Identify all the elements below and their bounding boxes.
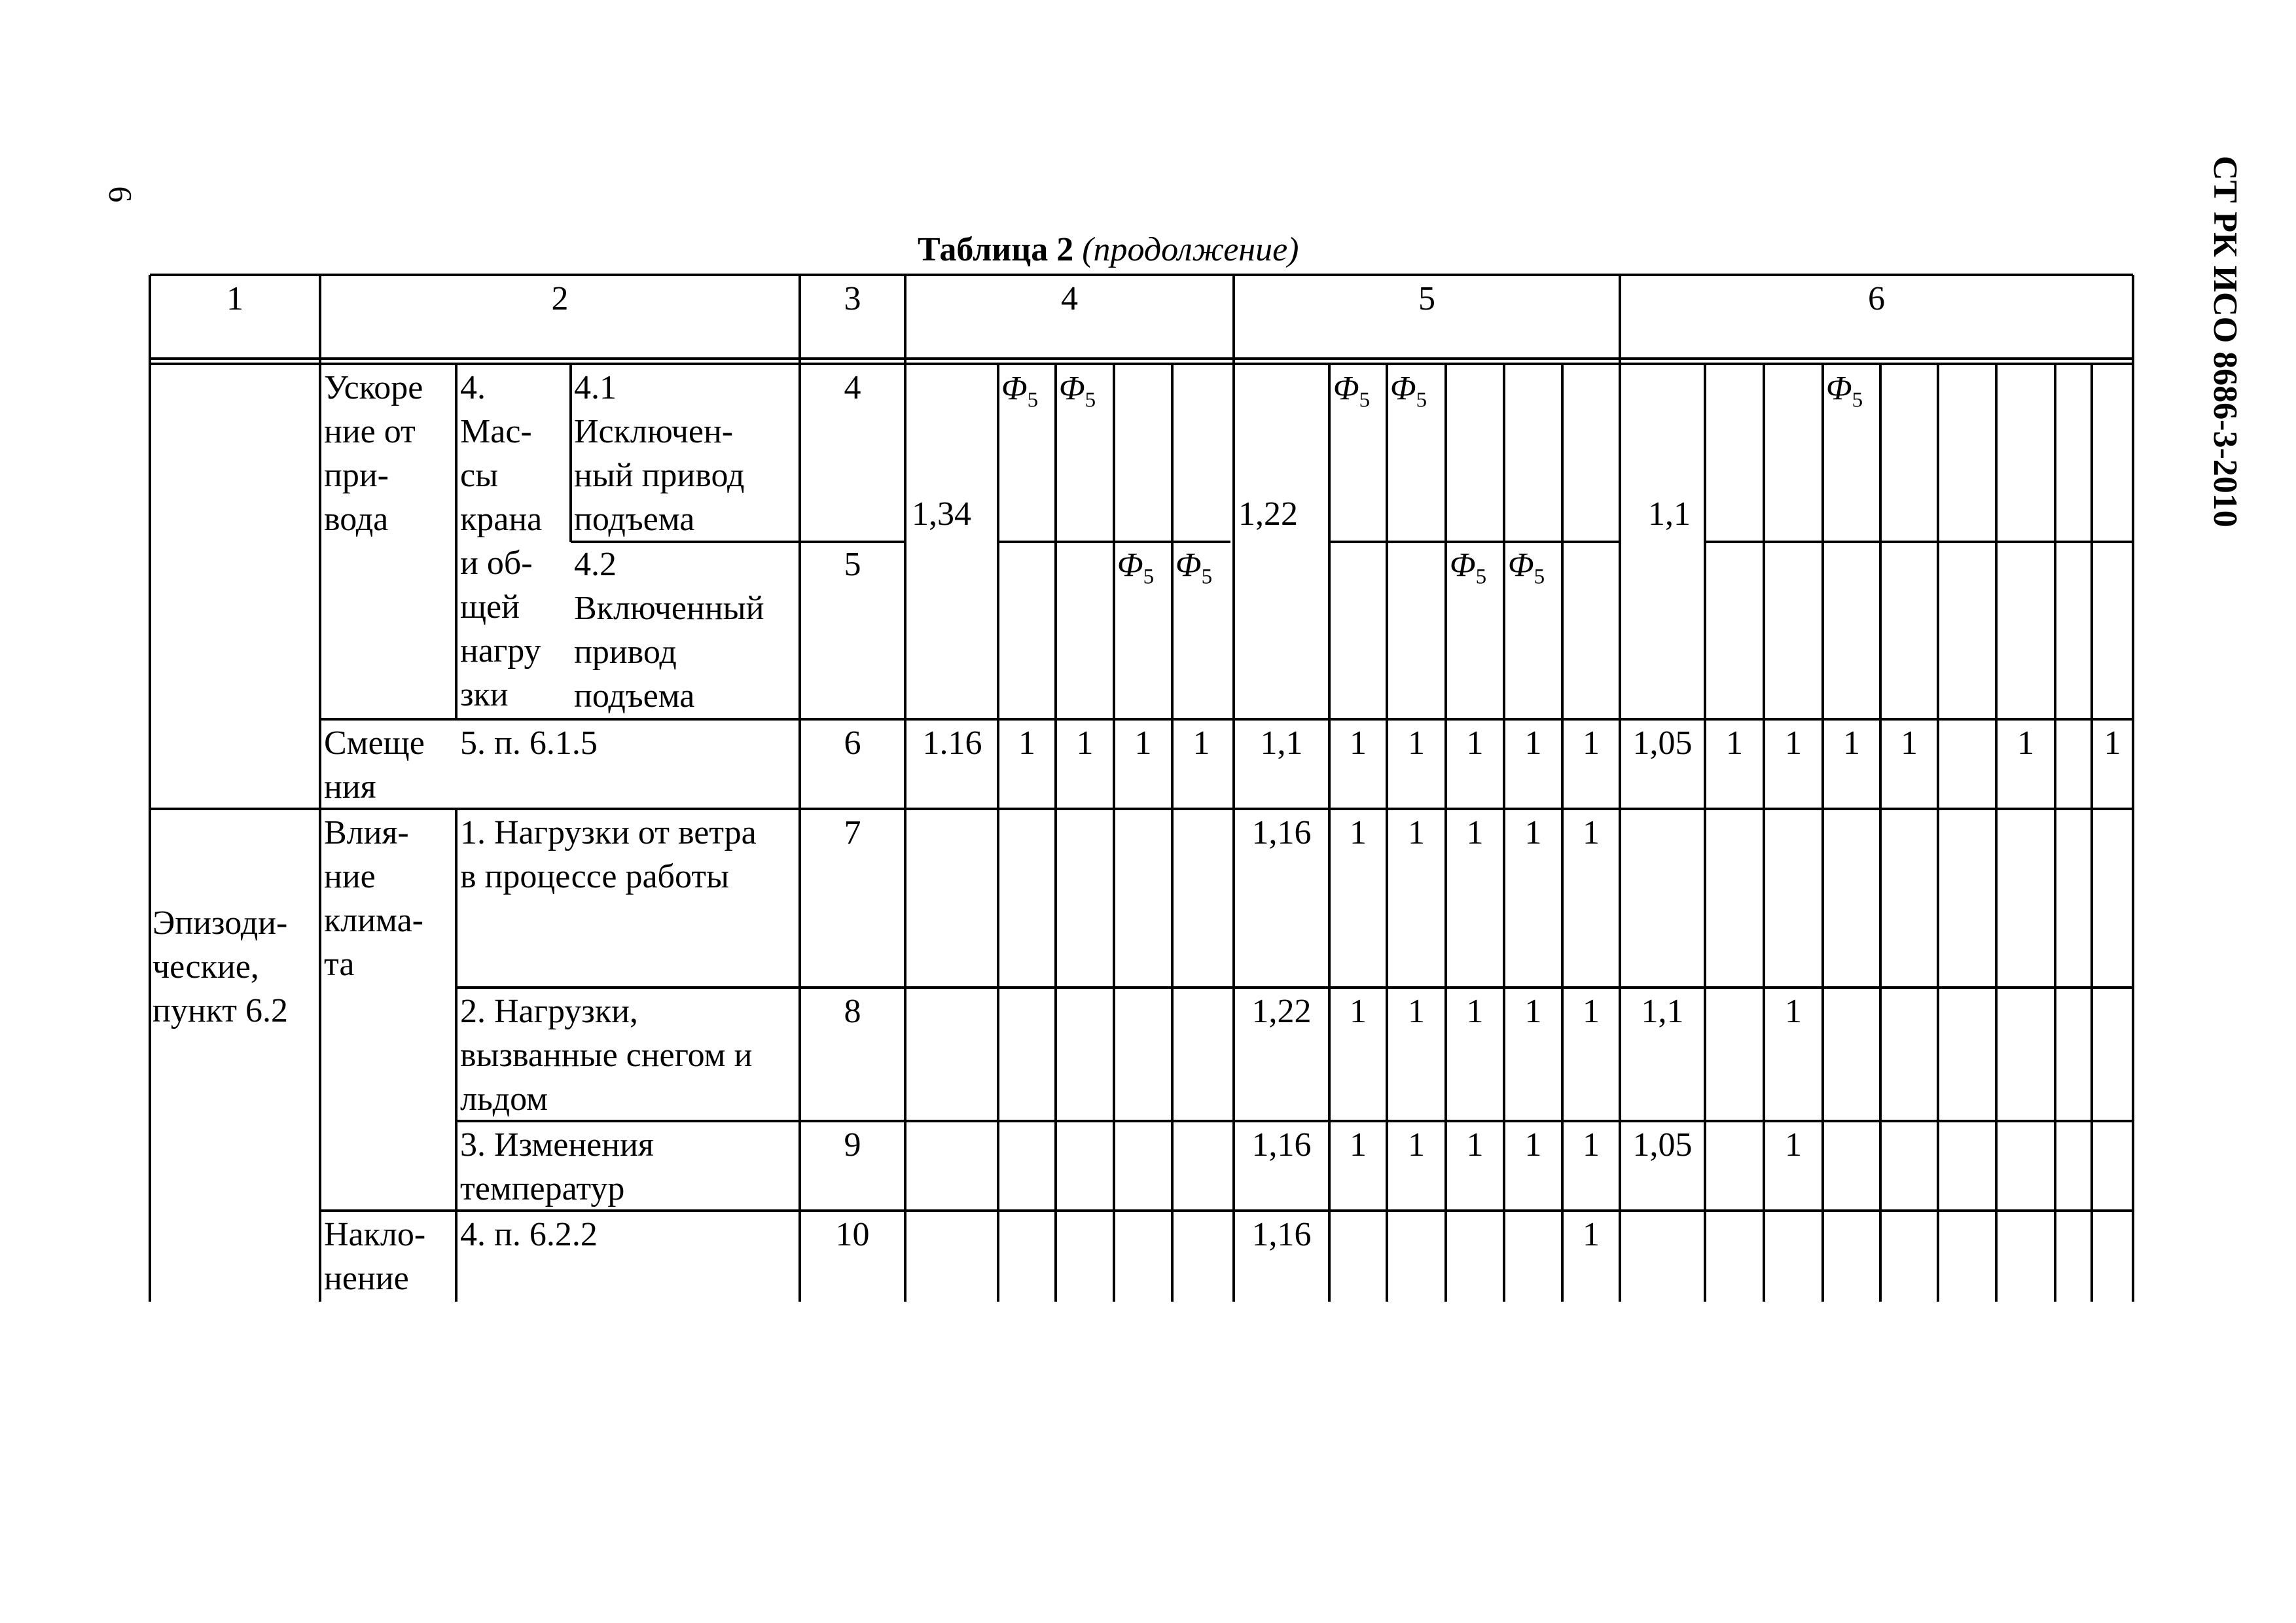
row-label-4-1: подъема bbox=[574, 501, 695, 538]
row-label-episodic: пункт 6.2 bbox=[152, 992, 288, 1029]
phi-symbol: Φ bbox=[1001, 370, 1028, 407]
row-label-acceleration: вода bbox=[324, 501, 389, 538]
header-column-1: 1 bbox=[226, 280, 243, 317]
row-label-masses: сы bbox=[460, 457, 499, 494]
phi-subscript: 5 bbox=[1027, 388, 1039, 412]
header-column-5: 5 bbox=[1418, 280, 1435, 317]
phi5-symbol bbox=[1001, 366, 1038, 422]
table-rule bbox=[319, 275, 321, 1302]
group6-value: 1 bbox=[1901, 724, 1918, 762]
group5-value: 1,22 bbox=[1251, 993, 1312, 1030]
phi-subscript: 5 bbox=[1085, 388, 1096, 412]
table-rule bbox=[150, 363, 2133, 365]
row-number: 9 bbox=[844, 1126, 861, 1164]
phi-symbol: Φ bbox=[1450, 546, 1476, 584]
group6-value: 1 bbox=[2104, 724, 2121, 762]
phi-symbol: Φ bbox=[1333, 370, 1359, 407]
table-rule bbox=[320, 808, 2133, 810]
phi-symbol: Φ bbox=[1175, 546, 1202, 584]
phi5-symbol bbox=[1826, 366, 1863, 422]
row-label-snow: льдом bbox=[460, 1080, 548, 1118]
group5-value: 1 bbox=[1583, 1126, 1600, 1164]
table-caption bbox=[918, 230, 1299, 269]
row-number: 5 bbox=[844, 546, 861, 583]
row-label-displacement: ния bbox=[324, 768, 376, 806]
group5-value: 1 bbox=[1408, 814, 1425, 851]
row-label-tilt: Накло- bbox=[324, 1216, 426, 1253]
table-rule bbox=[2054, 364, 2056, 1302]
group5-value: 1 bbox=[1408, 1126, 1425, 1164]
row-label-4-2: Включенный bbox=[574, 590, 764, 627]
group4-value: 1 bbox=[1076, 724, 1094, 762]
caption-suffix: (продолжение) bbox=[1082, 231, 1299, 268]
group5-value: 1 bbox=[1583, 993, 1600, 1030]
row-label-wind: в процессе работы bbox=[460, 858, 729, 895]
document-code: СТ РК ИСО 8686-3-2010 bbox=[2206, 156, 2244, 527]
header-column-6: 6 bbox=[1868, 280, 1885, 317]
phi-subscript: 5 bbox=[1201, 565, 1213, 589]
table-rule bbox=[1113, 364, 1115, 719]
group5-value: 1 bbox=[1350, 814, 1367, 851]
row-label-masses: крана bbox=[460, 501, 543, 538]
row-label-masses: щей bbox=[460, 588, 520, 626]
row-label-acceleration: ние от bbox=[324, 413, 416, 450]
table-rule bbox=[1995, 364, 1998, 1302]
table-rule bbox=[2090, 364, 2093, 1302]
table-rule bbox=[1054, 809, 1057, 1302]
row-number: 6 bbox=[844, 724, 861, 762]
row-label-masses: Мас- bbox=[460, 413, 532, 450]
row-number: 7 bbox=[844, 814, 861, 851]
row-label-6-2-2: 4. п. 6.2.2 bbox=[460, 1216, 598, 1253]
row-label-4-1: ный привод bbox=[574, 457, 745, 494]
group5-value: 1,1 bbox=[1260, 724, 1303, 762]
header-column-4: 4 bbox=[1061, 280, 1078, 317]
data-table bbox=[149, 274, 2135, 1305]
group4-value: 1 bbox=[1018, 724, 1035, 762]
group6-value: 1,05 bbox=[1632, 724, 1693, 762]
group6-value: 1,1 bbox=[1641, 993, 1684, 1030]
group4-value: 1 bbox=[1193, 724, 1210, 762]
header-column-3: 3 bbox=[844, 280, 861, 317]
row-label-6-1-5: 5. п. 6.1.5 bbox=[460, 724, 598, 762]
row-number: 8 bbox=[844, 993, 861, 1030]
group4-value: 1.16 bbox=[922, 724, 982, 762]
row-number: 4 bbox=[844, 369, 861, 406]
group5-value: 1 bbox=[1466, 993, 1484, 1030]
row-label-masses: и об- bbox=[460, 544, 533, 582]
row-label-acceleration: Ускоре bbox=[324, 369, 423, 406]
group5-value: 1 bbox=[1350, 1126, 1367, 1164]
phi5-symbol bbox=[1175, 543, 1212, 599]
table-rule bbox=[1171, 364, 1174, 719]
group5-value: 1 bbox=[1524, 814, 1542, 851]
phi-subscript: 5 bbox=[1416, 388, 1427, 412]
group6-value: 1,1 bbox=[1648, 495, 1691, 533]
group5-value: 1 bbox=[1466, 724, 1484, 762]
table-rule bbox=[1113, 809, 1115, 1302]
group5-value: 1 bbox=[1524, 993, 1542, 1030]
table-rule bbox=[149, 275, 151, 1302]
row-label-acceleration: при- bbox=[324, 457, 389, 494]
phi-symbol: Φ bbox=[1390, 370, 1416, 407]
phi5-symbol bbox=[1450, 543, 1486, 599]
row-label-masses: нагру bbox=[460, 632, 541, 669]
phi-subscript: 5 bbox=[1359, 388, 1371, 412]
group5-value: 1,22 bbox=[1238, 495, 1298, 533]
row-label-climate: Влия- bbox=[324, 814, 409, 851]
phi5-symbol bbox=[1059, 366, 1096, 422]
group6-value: 1 bbox=[2017, 724, 2034, 762]
group5-value: 1,16 bbox=[1251, 814, 1312, 851]
group5-value: 1 bbox=[1524, 1126, 1542, 1164]
group5-value: 1 bbox=[1466, 814, 1484, 851]
group6-value: 1 bbox=[1785, 993, 1802, 1030]
row-label-4-2: 4.2 bbox=[574, 546, 617, 583]
group6-value: 1 bbox=[1843, 724, 1860, 762]
group5-value: 1 bbox=[1466, 1126, 1484, 1164]
row-label-snow: 2. Нагрузки, bbox=[460, 993, 638, 1030]
phi-subscript: 5 bbox=[1475, 565, 1487, 589]
group5-value: 1 bbox=[1524, 724, 1542, 762]
table-rule bbox=[1705, 541, 2133, 543]
group5-value: 1 bbox=[1350, 993, 1367, 1030]
table-rule bbox=[150, 357, 2133, 360]
group5-value: 1 bbox=[1350, 724, 1367, 762]
phi5-symbol bbox=[1390, 366, 1427, 422]
table-rule bbox=[320, 718, 2133, 721]
row-label-tilt: нение bbox=[324, 1260, 409, 1297]
table-rule bbox=[997, 364, 999, 719]
table-rule bbox=[997, 809, 999, 1302]
group5-value: 1 bbox=[1583, 724, 1600, 762]
phi-symbol: Φ bbox=[1826, 370, 1852, 407]
group6-value: 1,05 bbox=[1632, 1126, 1693, 1164]
table-rule bbox=[1937, 364, 1939, 1302]
group5-value: 1,16 bbox=[1251, 1216, 1312, 1253]
row-label-temperature: 3. Изменения bbox=[460, 1126, 654, 1164]
group4-value: 1,34 bbox=[912, 495, 971, 533]
group6-value: 1 bbox=[1785, 724, 1802, 762]
group5-value: 1,16 bbox=[1251, 1126, 1312, 1164]
table-rule bbox=[150, 808, 320, 810]
table-rule bbox=[1171, 809, 1174, 1302]
row-label-displacement: Смеще bbox=[324, 724, 425, 762]
phi5-symbol bbox=[1333, 366, 1370, 422]
group6-value: 1 bbox=[1726, 724, 1743, 762]
caption-prefix: Таблица 2 bbox=[918, 231, 1074, 268]
row-label-masses: 4. bbox=[460, 369, 486, 406]
group5-value: 1 bbox=[1408, 724, 1425, 762]
row-label-climate: та bbox=[324, 946, 355, 983]
phi-subscript: 5 bbox=[1852, 388, 1863, 412]
table-rule bbox=[455, 809, 457, 1302]
table-rule bbox=[455, 364, 457, 719]
group5-value: 1 bbox=[1408, 993, 1425, 1030]
row-label-wind: 1. Нагрузки от ветра bbox=[460, 814, 757, 851]
row-label-climate: ние bbox=[324, 858, 376, 895]
table-rule bbox=[569, 364, 572, 542]
phi-symbol: Φ bbox=[1508, 546, 1534, 584]
row-label-snow: вызванные снегом и bbox=[460, 1037, 753, 1074]
row-label-4-2: подъема bbox=[574, 677, 695, 715]
table-rule bbox=[2132, 275, 2134, 1302]
row-label-4-1: 4.1 bbox=[574, 369, 617, 406]
phi-subscript: 5 bbox=[1143, 565, 1155, 589]
table-rule bbox=[1879, 364, 1882, 1302]
phi-symbol: Φ bbox=[1117, 546, 1143, 584]
row-label-climate: клима- bbox=[324, 902, 423, 939]
phi5-symbol bbox=[1117, 543, 1154, 599]
phi5-symbol bbox=[1508, 543, 1545, 599]
table-rule bbox=[1054, 364, 1057, 719]
row-label-episodic: Эпизоди- bbox=[152, 904, 288, 942]
group4-value: 1 bbox=[1134, 724, 1152, 762]
page-number: 6 bbox=[102, 186, 139, 203]
phi-symbol: Φ bbox=[1059, 370, 1085, 407]
row-label-masses: зки bbox=[460, 676, 509, 713]
group5-value: 1 bbox=[1583, 1216, 1600, 1253]
group6-value: 1 bbox=[1785, 1126, 1802, 1164]
row-number: 10 bbox=[835, 1216, 870, 1253]
table-rule bbox=[150, 274, 2133, 276]
row-label-episodic: ческие, bbox=[152, 948, 259, 986]
row-label-4-2: привод bbox=[574, 633, 677, 671]
group5-value: 1 bbox=[1583, 814, 1600, 851]
phi-subscript: 5 bbox=[1534, 565, 1545, 589]
row-label-temperature: температур bbox=[460, 1170, 625, 1207]
header-column-2: 2 bbox=[551, 280, 569, 317]
row-label-4-1: Исключен- bbox=[574, 413, 734, 450]
